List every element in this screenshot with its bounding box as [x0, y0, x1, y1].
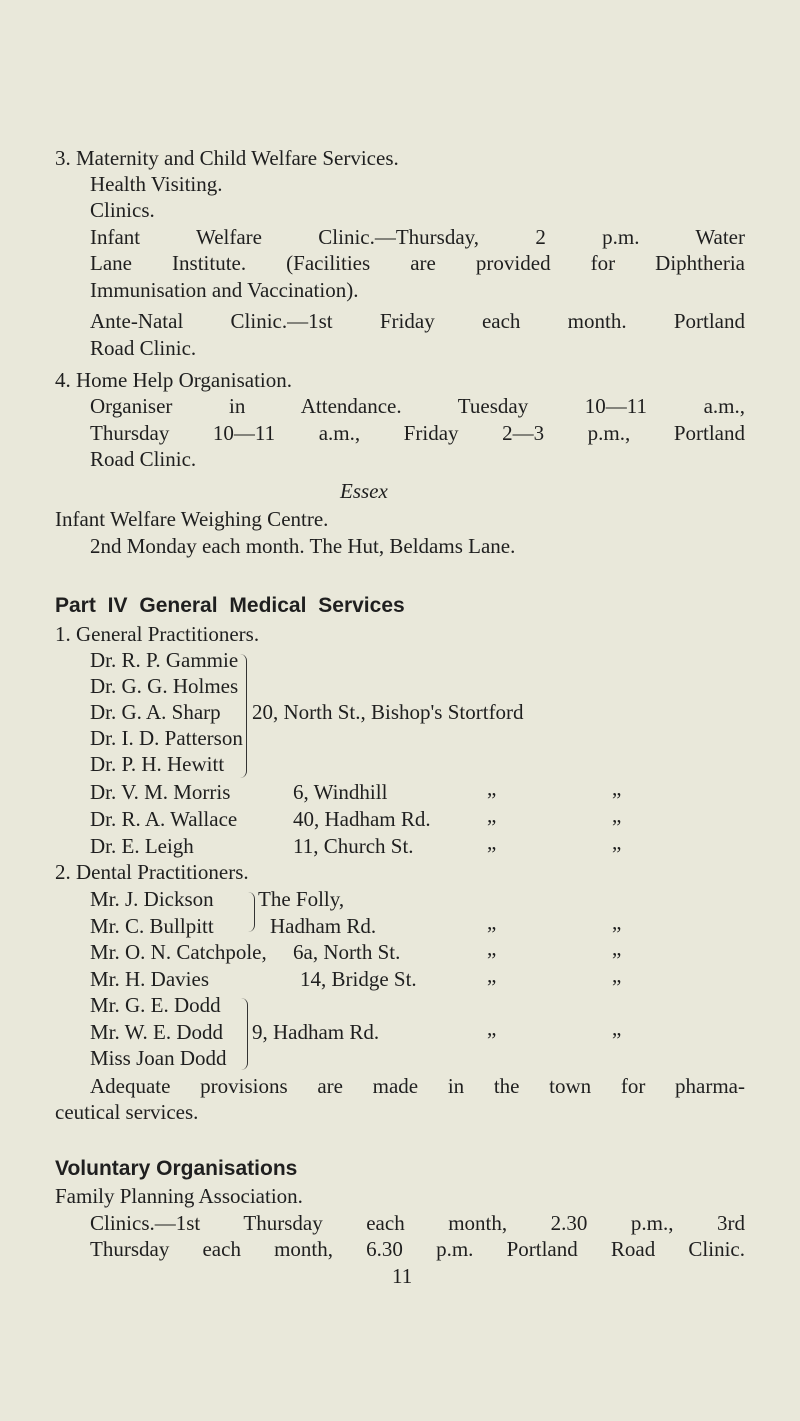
ditto: „	[612, 803, 622, 827]
gp-name: Dr. R. A. Wallace	[90, 807, 238, 831]
text-line: Health Visiting.	[90, 172, 223, 196]
bracket	[248, 892, 255, 932]
dentist-address: 14, Bridge St.	[300, 967, 417, 991]
text-line: Road Clinic.	[90, 336, 197, 360]
text-line: Infant Welfare Weighing Centre.	[55, 507, 329, 531]
subheading: Essex	[340, 479, 388, 503]
dentist-address: Hadham Rd.	[270, 914, 377, 938]
ditto: „	[612, 830, 622, 854]
text-line: Ante-Natal Clinic.—1st Friday each month. Portland	[90, 309, 745, 333]
bracket	[241, 998, 248, 1070]
section-heading: 4. Home Help Organisation.	[55, 368, 292, 392]
ditto: „	[487, 830, 497, 854]
text-line: Lane Institute. (Facilities are provided for Diphtheria	[90, 251, 745, 275]
ditto: „	[612, 776, 622, 800]
text-line: Adequate provisions are made in the town for pharma-	[90, 1074, 745, 1098]
bracket	[240, 654, 247, 778]
text-line: ceutical services.	[55, 1100, 199, 1124]
section-heading: 1. General Practitioners.	[55, 622, 260, 646]
ditto: „	[487, 963, 497, 987]
text-line: 2nd Monday each month. The Hut, Beldams Lane.	[90, 534, 516, 558]
dentist-name: Mr. J. Dickson	[90, 887, 214, 911]
ditto: „	[612, 910, 622, 934]
section-heading: 2. Dental Practitioners.	[55, 860, 249, 884]
section-title: Voluntary Organisations	[55, 1157, 298, 1180]
dentist-name: Mr. H. Davies	[90, 967, 209, 991]
gp-address: 20, North St., Bishop's Stortford	[252, 700, 524, 724]
gp-name: Dr. E. Leigh	[90, 834, 194, 858]
text-line: Family Planning Association.	[55, 1184, 303, 1208]
gp-name: Dr. P. H. Hewitt	[90, 752, 225, 776]
gp-address: 6, Windhill	[293, 780, 388, 804]
gp-name: Dr. G. G. Holmes	[90, 674, 239, 698]
ditto: „	[487, 776, 497, 800]
text-line: Thursday 10—11 a.m., Friday 2—3 p.m., Portland	[90, 421, 745, 445]
dentist-address: 6a, North St.	[293, 940, 401, 964]
dentist-address: The Folly,	[258, 887, 345, 911]
ditto: „	[487, 936, 497, 960]
page-number: 11	[392, 1264, 413, 1288]
text-line: Clinics.—1st Thursday each month, 2.30 p.m., 3rd	[90, 1211, 745, 1235]
dentist-address: 9, Hadham Rd.	[252, 1020, 380, 1044]
text-line: Thursday each month, 6.30 p.m. Portland Road Clinic.	[90, 1237, 745, 1261]
text-line: Road Clinic.	[90, 447, 197, 471]
ditto: „	[487, 803, 497, 827]
text-line: Infant Welfare Clinic.—Thursday, 2 p.m. Water	[90, 225, 745, 249]
ditto: „	[612, 1016, 622, 1040]
text-line: Clinics.	[90, 198, 155, 222]
dentist-name: Mr. G. E. Dodd	[90, 993, 221, 1017]
dentist-name: Mr. O. N. Catchpole,	[90, 940, 267, 964]
dentist-name: Miss Joan Dodd	[90, 1046, 227, 1070]
gp-address: 40, Hadham Rd.	[293, 807, 431, 831]
gp-address: 11, Church St.	[293, 834, 414, 858]
dentist-name: Mr. C. Bullpitt	[90, 914, 214, 938]
gp-name: Dr. G. A. Sharp	[90, 700, 221, 724]
part-title: Part IV General Medical Services	[55, 594, 405, 617]
ditto: „	[487, 1016, 497, 1040]
ditto: „	[612, 963, 622, 987]
gp-name: Dr. V. M. Morris	[90, 780, 231, 804]
gp-name: Dr. I. D. Patterson	[90, 726, 243, 750]
text-line: Immunisation and Vaccination).	[90, 278, 359, 302]
ditto: „	[487, 910, 497, 934]
ditto: „	[612, 936, 622, 960]
gp-name: Dr. R. P. Gammie	[90, 648, 239, 672]
section-heading: 3. Maternity and Child Welfare Services.	[55, 146, 399, 170]
dentist-name: Mr. W. E. Dodd	[90, 1020, 224, 1044]
text-line: Organiser in Attendance. Tuesday 10—11 a.m.,	[90, 394, 745, 418]
